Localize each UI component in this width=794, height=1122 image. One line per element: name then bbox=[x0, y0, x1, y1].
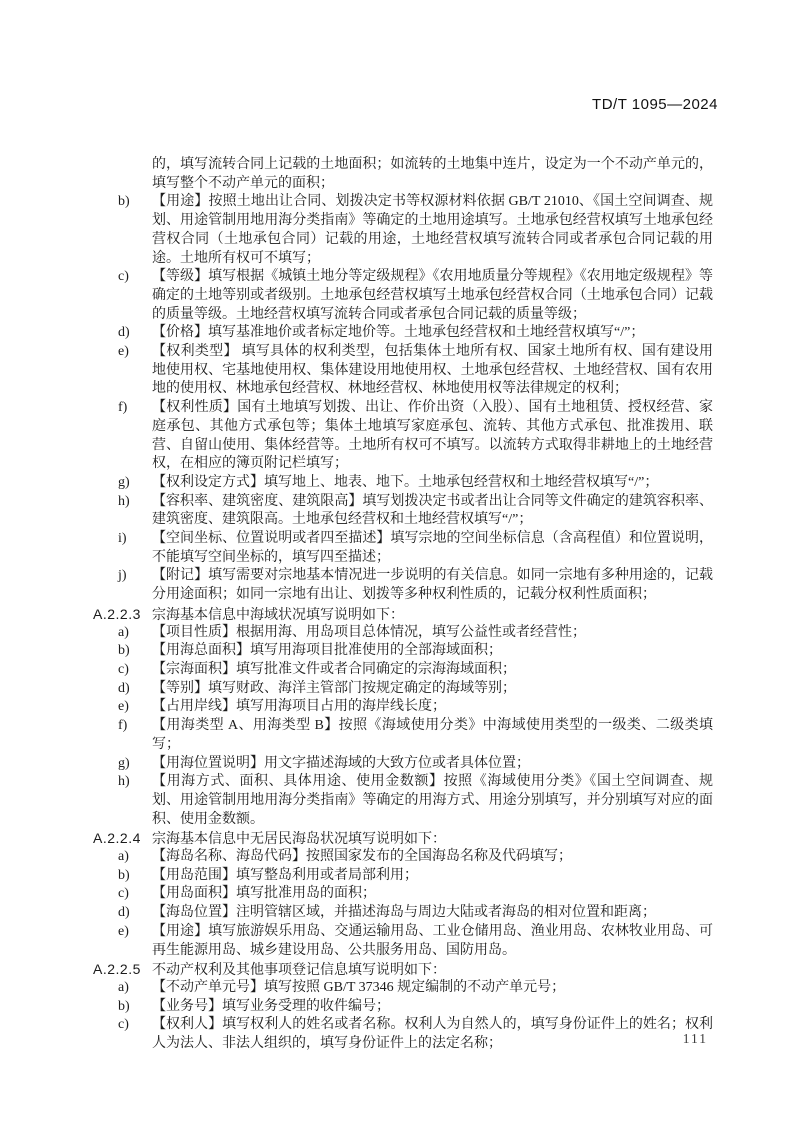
section-number: A.2.2.3 bbox=[93, 605, 141, 622]
item-letter: d) bbox=[118, 680, 130, 696]
section-number: A.2.2.5 bbox=[93, 961, 141, 978]
list-item bbox=[93, 904, 713, 923]
section-number: A.2.2.4 bbox=[93, 830, 141, 847]
list-item bbox=[93, 343, 713, 399]
list-item bbox=[93, 268, 713, 324]
list-item bbox=[93, 567, 713, 604]
item-text: 【用海方式、面积、具体用途、使用金数额】按照《海域使用分类》《国土空间调查、规划、用途管制用地用海分类指南》等确定的用海方式、用途分别填写，并分别填写对应的面积、使用金数额。 bbox=[152, 774, 713, 827]
list-item bbox=[93, 885, 713, 904]
item-text: 【权利性质】国有土地填写划拨、出让、作价出资（入股）、国有土地租赁、授权经营、家庭承包、其他方式承包等；集体土地填写家庭承包、流转、其他方式承包、批准拨用、联营、自留山使用、集体经营等。土地所有权可不填写。以流转方式取得非耕地上的土地经营权，在相应的簿页附记栏填写； bbox=[152, 400, 713, 472]
item-letter: f) bbox=[118, 718, 128, 734]
item-text: 【权利人】填写权利人的姓名或者名称。权利人为自然人的，填写身份证件上的姓名；权利人为法人、非法人组织的，填写身份证件上的法定名称； bbox=[152, 1017, 713, 1052]
item-text: 【权利设定方式】填写地上、地表、地下。土地承包经营权和土地经营权填写“/”； bbox=[152, 474, 659, 490]
item-text: 【不动产单元号】填写按照 GB/T 37346 规定编制的不动产单元号； bbox=[152, 979, 566, 995]
item-text: 【权利类型】 填写具体的权利类型，包括集体土地所有权、国家土地所有权、国有建设用地使用权、宅基地使用权、集体建设用地使用权、土地承包经营权、土地经营权、国有农用地的使用权、林地承包经营权、林地经营权、林地使用权等法律规定的权利； bbox=[152, 344, 713, 397]
list-item bbox=[93, 848, 713, 867]
list-item bbox=[93, 530, 713, 567]
item-letter: e) bbox=[118, 344, 129, 360]
list-item bbox=[93, 698, 713, 717]
item-letter: d) bbox=[118, 325, 130, 341]
section-title: 宗海基本信息中海域状况填写说明如下： bbox=[152, 605, 404, 622]
item-text: 【用海类型 A、用海类型 B】按照《海域使用分类》中海域使用类型的一级类、二级类填写； bbox=[152, 718, 713, 752]
item-text: 【宗海面积】填写批准文件或者合同确定的宗海海域面积； bbox=[152, 661, 516, 677]
item-letter: b) bbox=[118, 643, 130, 659]
section-heading bbox=[93, 960, 713, 979]
item-text: 【用海位置说明】用文字描述海域的大致方位或者具体位置； bbox=[152, 755, 530, 771]
list-item bbox=[93, 399, 713, 474]
list-item bbox=[93, 1016, 713, 1053]
item-letter: a) bbox=[118, 979, 129, 995]
item-letter: h) bbox=[118, 774, 130, 790]
list-item bbox=[93, 624, 713, 643]
item-letter: c) bbox=[118, 269, 129, 285]
item-letter: f) bbox=[118, 400, 128, 416]
item-letter: i) bbox=[118, 531, 127, 547]
item-text: 【海岛位置】注明管辖区域，并描述海岛与周边大陆或者海岛的相对位置和距离； bbox=[152, 905, 656, 921]
item-text: 【用岛范围】填写整岛利用或者局部利用； bbox=[152, 867, 418, 883]
item-text: 【占用岸线】填写用海项目占用的海岸线长度； bbox=[152, 699, 446, 715]
list-item bbox=[93, 493, 713, 530]
section-title: 宗海基本信息中无居民海岛状况填写说明如下： bbox=[152, 830, 446, 847]
item-text: 【用海总面积】填写用海项目批准使用的全部海域面积； bbox=[152, 643, 502, 659]
item-text: 【空间坐标、位置说明或者四至描述】填写宗地的空间坐标信息（含高程值）和位置说明，不能填写空间坐标的，填写四至描述； bbox=[152, 531, 713, 565]
list-item bbox=[93, 680, 713, 699]
list-item bbox=[93, 998, 713, 1017]
document-body bbox=[93, 156, 713, 1054]
section-title: 不动产权利及其他事项登记信息填写说明如下： bbox=[152, 961, 446, 978]
item-letter: a) bbox=[118, 849, 129, 865]
item-text: 【用岛面积】填写批准用岛的面积； bbox=[152, 886, 376, 902]
continuation-paragraph bbox=[93, 156, 713, 193]
list-item bbox=[93, 867, 713, 886]
item-text: 【用途】按照土地出让合同、划拨决定书等权源材料依据 GB/T 21010、《国土空间调查、规划、用途管制用地用海分类指南》等确定的土地用途填写。土地承包经营权填写土地承包经营权合同（土地承包合同）记载的用途，土地经营权填写流转合同或者承包合同记载的用途。土地所有权可不填写； bbox=[152, 194, 713, 266]
list-item bbox=[93, 773, 713, 829]
item-letter: g) bbox=[118, 474, 130, 490]
item-letter: b) bbox=[118, 998, 130, 1014]
continuation-text: 的，填写流转合同上记载的土地面积；如流转的土地集中连片，设定为一个不动产单元的，填写整个不动产单元的面积； bbox=[152, 157, 713, 191]
list-item bbox=[93, 923, 713, 960]
item-letter: d) bbox=[118, 905, 130, 921]
item-letter: c) bbox=[118, 1017, 129, 1033]
item-text: 【海岛名称、海岛代码】按照国家发布的全国海岛名称及代码填写； bbox=[152, 849, 572, 865]
item-text: 【业务号】填写业务受理的收件编号； bbox=[152, 998, 390, 1014]
page-number: 111 bbox=[682, 1031, 708, 1046]
list-item bbox=[93, 474, 713, 493]
list-item bbox=[93, 661, 713, 680]
item-letter: a) bbox=[118, 624, 129, 640]
section-heading bbox=[93, 605, 713, 624]
standard-number: TD/T 1095—2024 bbox=[592, 96, 718, 113]
item-text: 【用途】填写旅游娱乐用岛、交通运输用岛、工业仓储用岛、渔业用岛、农林牧业用岛、可再生能源用岛、城乡建设用岛、公共服务用岛、国防用岛。 bbox=[152, 923, 713, 958]
item-text: 【附记】填写需要对宗地基本情况进一步说明的有关信息。如同一宗地有多种用途的，记载分用途面积；如同一宗地有出让、划拨等多种权利性质的，记载分权利性质面积； bbox=[152, 568, 713, 603]
item-letter: c) bbox=[118, 661, 129, 677]
item-letter: g) bbox=[118, 755, 130, 771]
list-item bbox=[93, 755, 713, 774]
list-item bbox=[93, 324, 713, 343]
list-item bbox=[93, 717, 713, 754]
item-text: 【等级】填写根据《城镇土地分等定级规程》《农用地质量分等规程》《农用地定级规程》等确定的土地等别或者级别。土地承包经营权填写土地承包经营权合同（土地承包合同）记载的质量等级。土地经营权填写流转合同或者承包合同记载的质量等级； bbox=[152, 269, 713, 322]
item-letter: j) bbox=[118, 568, 127, 584]
item-text: 【等别】填写财政、海洋主管部门按规定确定的海域等别； bbox=[152, 680, 516, 696]
item-letter: c) bbox=[118, 886, 129, 902]
list-item bbox=[93, 193, 713, 268]
item-text: 【容积率、建筑密度、建筑限高】填写划拨决定书或者出让合同等文件确定的建筑容积率、建筑密度、建筑限高。土地承包经营权和土地经营权填写“/”； bbox=[152, 493, 713, 528]
item-letter: e) bbox=[118, 699, 129, 715]
item-letter: h) bbox=[118, 493, 130, 509]
section-heading bbox=[93, 829, 713, 848]
list-item bbox=[93, 979, 713, 998]
item-letter: b) bbox=[118, 867, 130, 883]
item-letter: b) bbox=[118, 194, 130, 210]
item-text: 【项目性质】根据用海、用岛项目总体情况，填写公益性或者经营性； bbox=[152, 624, 586, 640]
item-letter: e) bbox=[118, 923, 129, 939]
item-text: 【价格】填写基准地价或者标定地价等。土地承包经营权和土地经营权填写“/”； bbox=[152, 325, 645, 341]
list-item bbox=[93, 642, 713, 661]
